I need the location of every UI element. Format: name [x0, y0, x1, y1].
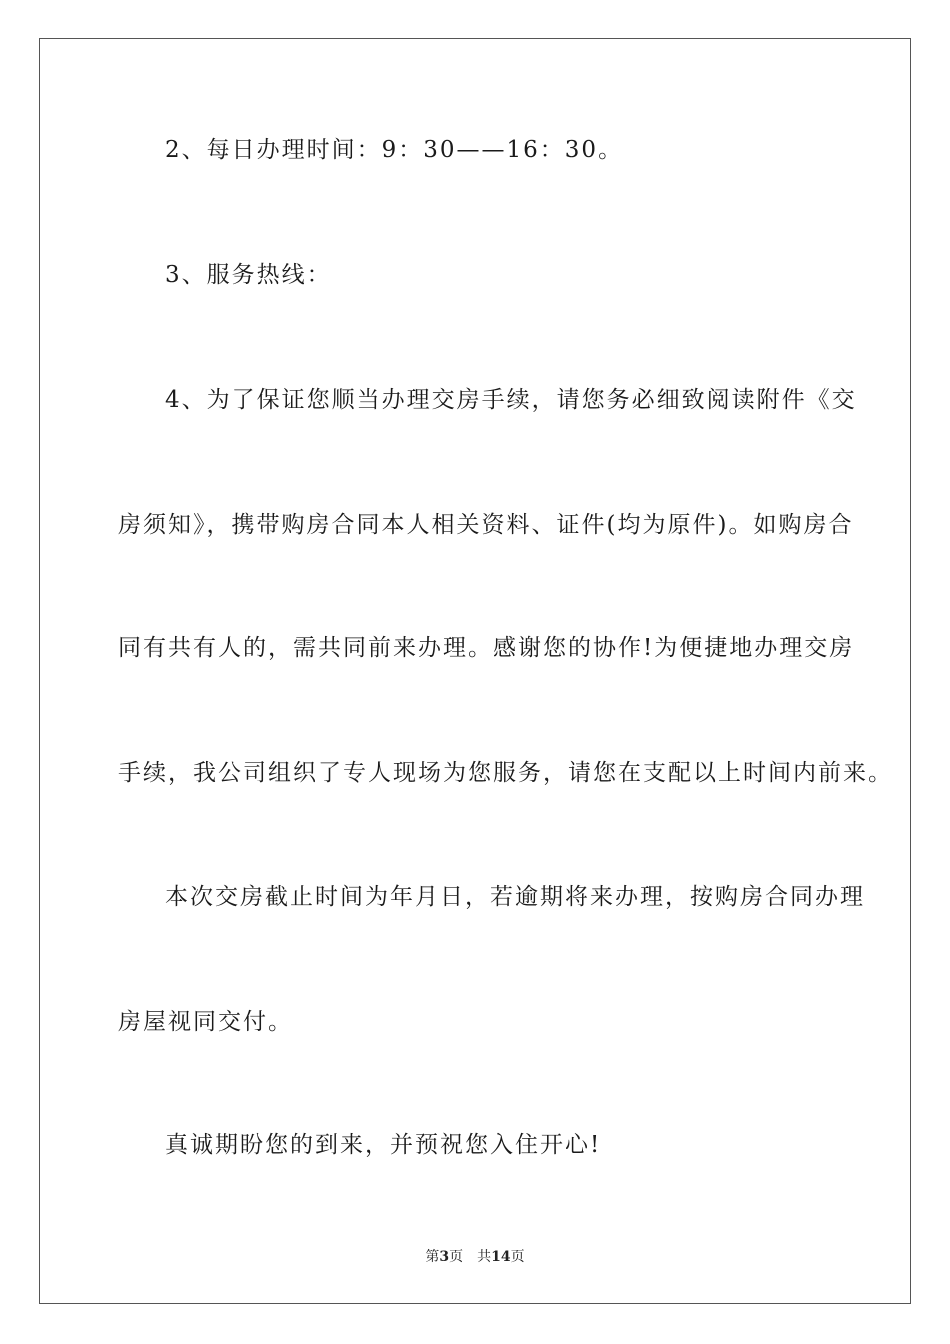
paragraph-line-instructions-3: 同有共有人的，需共同前来办理。感谢您的协作!为便捷地办理交房	[118, 635, 855, 661]
footer-total-prefix: 共	[477, 1249, 492, 1265]
paragraph-line-hotline: 3、服务热线：	[165, 262, 332, 288]
paragraph-line-instructions-4: 手续，我公司组织了专人现场为您服务，请您在支配以上时间内前来。	[118, 760, 893, 786]
footer-total-suffix: 页	[510, 1249, 525, 1265]
footer-page-prefix: 第	[425, 1249, 440, 1265]
paragraph-line-deadline-2: 房屋视同交付。	[118, 1009, 293, 1035]
page-border	[39, 38, 911, 1304]
page-footer	[0, 1248, 950, 1266]
paragraph-line-instructions-2: 房须知》，携带购房合同本人相关资料、证件(均为原件)。如购房合	[118, 512, 854, 538]
paragraph-line-closing: 真诚期盼您的到来，并预祝您入住开心!	[165, 1132, 602, 1158]
footer-page-suffix: 页	[449, 1249, 464, 1265]
paragraph-line-instructions-1: 4、为了保证您顺当办理交房手续，请您务必细致阅读附件《交	[165, 387, 857, 413]
footer-page-number: 3	[439, 1249, 450, 1265]
paragraph-line-office-hours: 2、每日办理时间：9：30——16：30。	[165, 137, 624, 163]
footer-total-pages: 14	[491, 1249, 511, 1265]
paragraph-line-deadline-1: 本次交房截止时间为年月日，若逾期将来办理，按购房合同办理	[165, 884, 865, 910]
